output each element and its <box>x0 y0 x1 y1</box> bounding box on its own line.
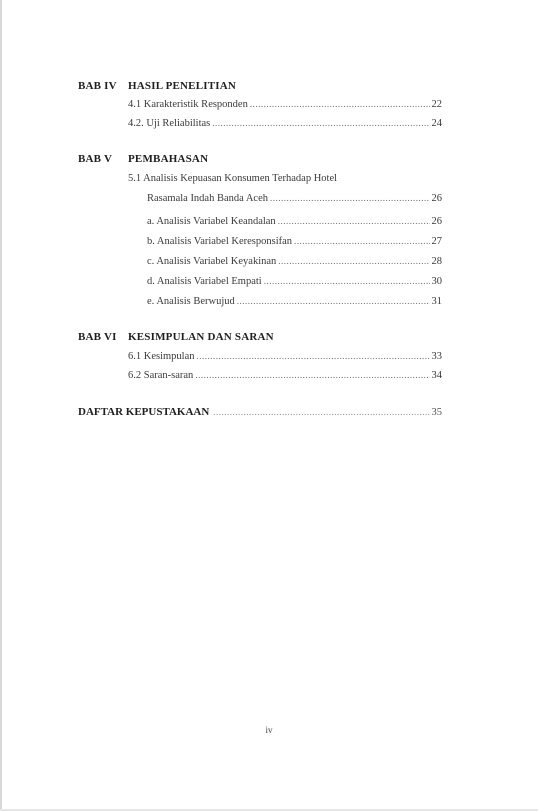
toc-entry-page: 26 <box>431 193 442 204</box>
dot-leader <box>264 276 430 286</box>
dot-leader <box>237 296 430 306</box>
toc-entry-label: e. Analisis Berwujud <box>147 296 235 307</box>
toc-entry-page: 31 <box>431 296 442 307</box>
toc-entry-page: 24 <box>431 118 442 129</box>
toc-entry <box>147 296 442 307</box>
toc-entry-label: Rasamala Indah Banda Aceh <box>147 193 268 204</box>
toc-entry <box>128 370 442 381</box>
chapter-number-bab5: BAB V <box>78 153 113 165</box>
toc-entry <box>147 193 442 204</box>
dot-leader <box>250 99 430 109</box>
toc-entry-label: a. Analisis Variabel Keandalan <box>147 216 276 227</box>
toc-entry-label: c. Analisis Variabel Keyakinan <box>147 256 277 267</box>
chapter-title-bab6: KESIMPULAN DAN SARAN <box>128 331 274 343</box>
dot-leader <box>278 216 430 226</box>
toc-entry <box>128 351 442 362</box>
toc-entry <box>128 99 442 110</box>
page-edge-left <box>0 0 2 811</box>
bibliography-page: 35 <box>431 407 442 418</box>
dot-leader <box>213 407 429 417</box>
toc-entry-label: 4.1 Karakteristik Responden <box>128 99 248 110</box>
page-number-footer: iv <box>265 725 273 735</box>
toc-entry-label: d. Analisis Variabel Empati <box>147 276 262 287</box>
dot-leader <box>212 118 429 128</box>
toc-entry <box>147 216 442 227</box>
toc-entry <box>128 118 442 129</box>
toc-entry <box>147 236 442 247</box>
dot-leader <box>270 193 430 203</box>
dot-leader <box>278 256 429 266</box>
toc-entry-page: 33 <box>431 351 442 362</box>
toc-entry-page: 30 <box>431 276 442 287</box>
toc-section-line1: 5.1 Analisis Kepuasan Konsumen Terhadap Hotel <box>128 173 338 184</box>
toc-entry-page: 27 <box>431 236 442 247</box>
dot-leader <box>195 370 429 380</box>
toc-entry-label: b. Analisis Variabel Keresponsifan <box>147 236 293 247</box>
toc-entry-page: 26 <box>431 216 442 227</box>
toc-entry-page: 28 <box>431 256 442 267</box>
dot-leader <box>197 351 430 361</box>
chapter-title-bab5: PEMBAHASAN <box>128 153 209 165</box>
chapter-number-bab6: BAB VI <box>78 331 117 343</box>
toc-entry-label: 6.2 Saran-saran <box>128 370 194 381</box>
chapter-title-bab4: HASIL PENELITIAN <box>128 80 237 92</box>
toc-entry-label: 6.1 Kesimpulan <box>128 351 195 362</box>
toc-entry <box>147 256 442 267</box>
toc-entry <box>147 276 442 287</box>
bibliography-title: DAFTAR KEPUSTAKAAN <box>78 406 210 418</box>
toc-entry-page: 34 <box>431 370 442 381</box>
toc-entry-page: 22 <box>431 99 442 110</box>
dot-leader <box>294 236 429 246</box>
toc-bibliography <box>78 406 442 418</box>
toc-entry-label: 4.2. Uji Reliabilitas <box>128 118 211 129</box>
chapter-number-bab4: BAB IV <box>78 80 117 92</box>
